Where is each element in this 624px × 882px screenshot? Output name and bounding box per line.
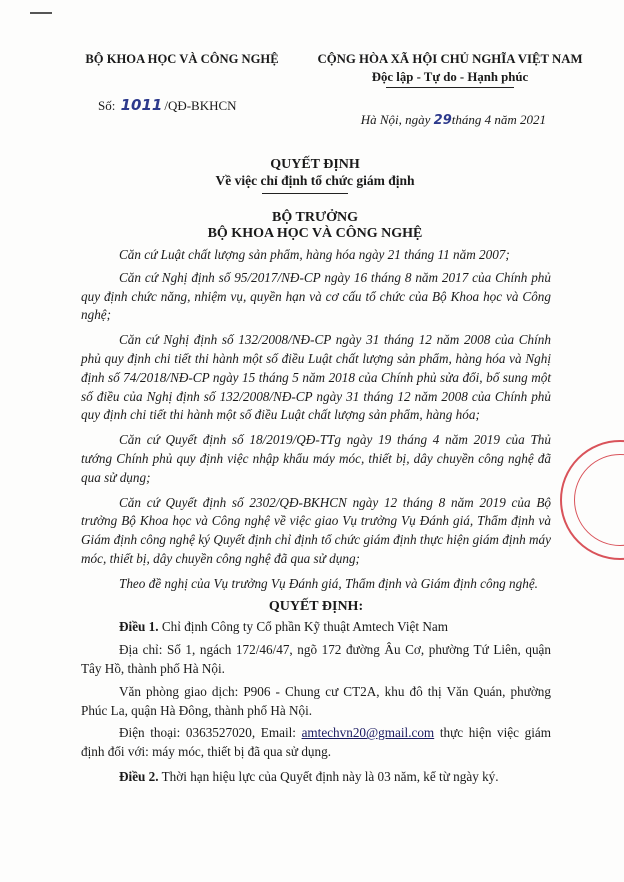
article-1-label: Điều 1. [119,619,159,635]
issuer-organization: BỘ KHOA HỌC VÀ CÔNG NGHỆ [207,226,423,241]
article-1-text: Chỉ định Công ty Cổ phần Kỹ thuật Amtech Việt Nam [161,619,448,635]
agency-name: BỘ KHOA HỌC VÀ CÔNG NGHỆ [85,52,279,66]
place-date-prefix: Hà Nội, ngày [360,112,431,127]
doc-number-handwritten: 1011 [120,96,163,114]
preamble-clause: Căn cứ Luật chất lượng sản phẩm, hàng hóa ngày 21 tháng 11 năm 2007; [119,247,510,262]
preamble-clause: Căn cứ Quyết định số 2302/QĐ-BKHCN ngày 12 tháng 8 năm 2019 của Bộ trưởng Bộ Khoa học và Công nghệ về việc giao Vụ trưởng Vụ Đánh giá, Thẩm định và Giám định công nghệ ký Quyết định chỉ định tổ chức giám định thực hiện giám định máy móc, thiết bị, dây chuyền công nghệ đã qua sử dụng; [81,494,551,566]
country-name: CỘNG HÒA XÃ HỘI CHỦ NGHĨA VIỆT NAM [317,52,583,66]
article-1-address: Địa chỉ: Số 1, ngách 172/46/47, ngõ 172 đường Âu Cơ, phường Tứ Liên, quận Tây Hồ, thành phố Hà Nội. [81,642,551,676]
national-motto: Độc lập - Tự do - Hạnh phúc [371,70,529,84]
email-link[interactable]: amtechvn20@gmail.com [301,725,435,741]
top-scan-mark [30,12,52,14]
article-2 [81,768,551,787]
place-and-date [361,112,546,128]
issuer-title: BỘ TRƯỞNG [272,210,358,225]
preamble-clause: Theo đề nghị của Vụ trưởng Vụ Đánh giá, Thẩm định và Giám định công nghệ. [119,575,538,591]
decision-title: QUYẾT ĐỊNH [270,157,360,172]
seal-inner-ring [574,454,624,546]
article-1-contact [81,724,551,762]
document-body [81,246,551,793]
decision-subtitle: Về việc chỉ định tổ chức giám định [215,173,415,188]
official-seal-icon [560,440,624,560]
title-underline [262,193,348,194]
document-number [98,96,237,114]
motto-underline [386,87,514,88]
article-2-label: Điều 2. [119,768,159,784]
national-header [300,52,600,88]
article-1 [81,618,551,637]
article-2-text: Thời hạn hiệu lực của Quyết định này là 03 năm, kể từ ngày ký. [161,768,499,784]
preamble-clause: Căn cứ Nghị định số 132/2008/NĐ-CP ngày 31 tháng 12 năm 2008 của Chính phủ quy định chi tiết thi hành một số điều Luật chất lượng sản phẩm, hàng hóa và Nghị định số 74/2018/NĐ-CP ngày 15 tháng 5 năm 2018 của Chính phủ sửa đổi, bổ sung một số điều của Nghị định số 132/2008/NĐ-CP ngày 31 tháng 12 năm 2008 của Chính phủ quy định chi tiết thi hành một số điều Luật chất lượng sản phẩm, hàng hóa; [81,332,551,423]
doc-number-suffix: /QĐ-BKHCN [164,98,237,113]
contact-prefix: Điện thoại: 0363527020, Email: [119,725,296,741]
date-day-handwritten: 29 [433,113,452,128]
place-date-suffix: tháng 4 năm 2021 [451,112,546,127]
article-1-office: Văn phòng giao dịch: P906 - Chung cư CT2A, khu đô thị Văn Quán, phường Phúc La, quận Hà Đông, thành phố Hà Nội. [81,683,551,718]
preamble-clause: Căn cứ Quyết định số 18/2019/QĐ-TTg ngày 19 tháng 4 năm 2019 của Thủ tướng Chính phủ quy định việc nhập khẩu máy móc, thiết bị, dây chuyền công nghệ đã qua sử dụng; [81,432,551,485]
contact-suffix: thực hiện việc giám định đối với: máy móc, thiết bị đã qua sử dụng. [81,725,551,760]
agency-header [84,52,280,67]
decision-heading: QUYẾT ĐỊNH: [268,598,364,614]
doc-number-prefix: Số: [98,98,116,113]
preamble-clause: Căn cứ Nghị định số 95/2017/NĐ-CP ngày 16 tháng 8 năm 2017 của Chính phủ quy định chức năng, nhiệm vụ, quyền hạn và cơ cấu tổ chức của Bộ Khoa học và Công nghệ; [81,269,551,323]
